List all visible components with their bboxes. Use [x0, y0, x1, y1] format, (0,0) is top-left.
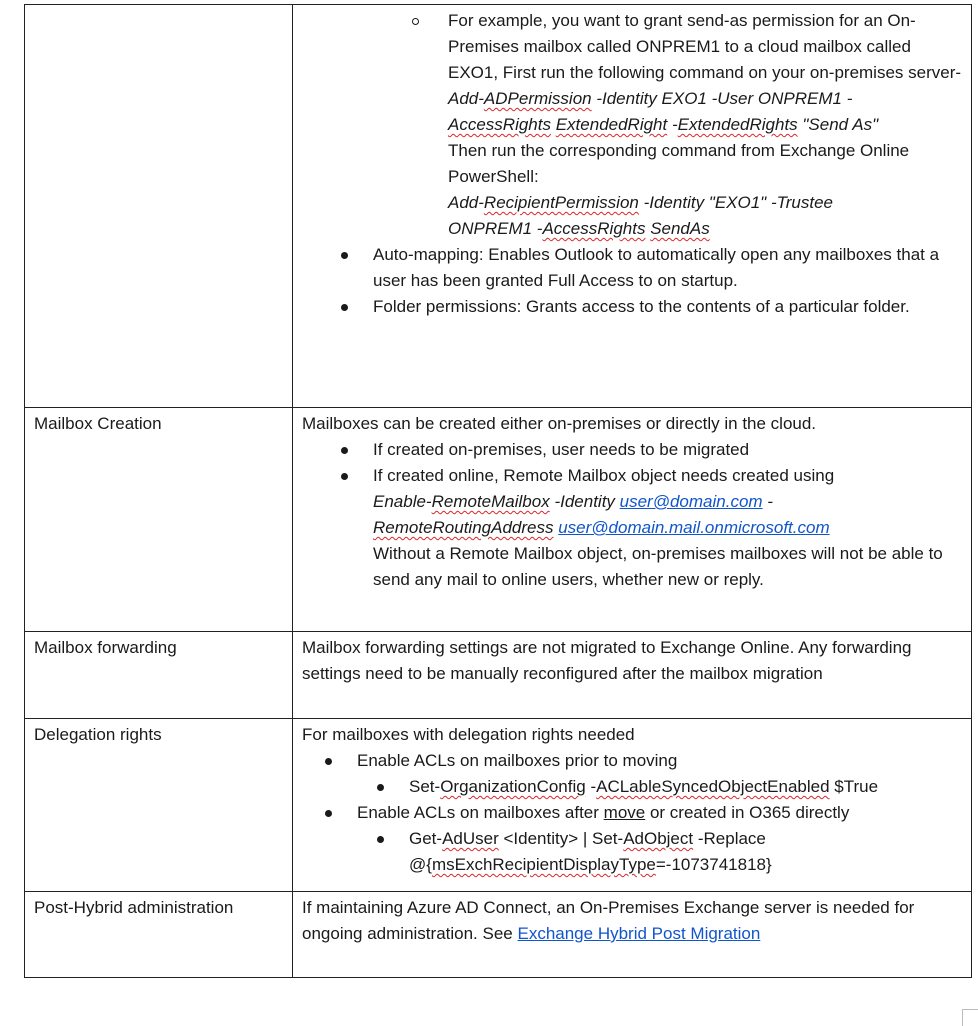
table-row	[25, 632, 972, 719]
table-row	[25, 892, 972, 978]
list-item	[357, 748, 963, 774]
delegation-intro: For mailboxes with delegation rights needed	[302, 725, 635, 744]
row-content	[293, 719, 972, 892]
row-content: Mailbox forwarding settings are not migrated to Exchange Online. Any forwarding settings need to be manually reconfigured after the mailbox migration	[293, 632, 972, 719]
sub-item-intro: For example, you want to grant send-as permission for an On-Premises mailbox called ONPREM1 to a cloud mailbox called EXO1, First run the following command on your on-premises server-	[448, 11, 962, 82]
row-label: Post-Hybrid administration	[25, 892, 293, 978]
bullet-icon	[341, 304, 348, 311]
bullet-icon	[341, 252, 348, 259]
bullet-icon	[341, 473, 348, 480]
bullet-icon	[377, 836, 384, 843]
list-item	[409, 774, 963, 800]
list-item	[357, 800, 963, 826]
bullet-icon	[325, 810, 332, 817]
row-content	[293, 892, 972, 978]
exchange-hybrid-link[interactable]: Exchange Hybrid Post Migration	[517, 924, 761, 943]
row-label: Mailbox forwarding	[25, 632, 293, 719]
row-content	[293, 408, 972, 632]
bullet-text: Enable ACLs on mailboxes prior to moving	[357, 751, 678, 770]
content-table	[24, 4, 972, 978]
auto-mapping-text: Auto-mapping: Enables Outlook to automatically open any mailboxes that a user has been granted Full Access to on startup.	[373, 245, 940, 290]
sub-list-item	[448, 8, 963, 242]
row-label	[25, 5, 293, 408]
list-item	[373, 242, 963, 294]
bullet-text	[357, 803, 849, 822]
list-item	[373, 463, 963, 593]
sub-item-then: Then run the corresponding command from Exchange Online PowerShell:	[448, 141, 910, 186]
move-link[interactable]: move	[603, 803, 646, 822]
command-add-adpermission: Add-ADPermission -Identity EXO1 -User ONPREM1 - AccessRights ExtendedRight -ExtendedRights "Send As"	[448, 89, 879, 134]
list-item	[373, 294, 963, 320]
circle-bullet-icon	[412, 18, 419, 25]
email-link[interactable]: user@domain.mail.onmicrosoft.com	[558, 518, 830, 537]
table-row	[25, 5, 972, 408]
table-row	[25, 719, 972, 892]
mailbox-creation-intro: Mailboxes can be created either on-premises or directly in the cloud.	[302, 414, 817, 433]
row-content	[293, 5, 972, 408]
bullet-icon	[341, 447, 348, 454]
bullet-text-post: or created in O365 directly	[645, 803, 850, 822]
bullet-icon	[377, 784, 384, 791]
bullet-text: If created online, Remote Mailbox object needs created using	[373, 466, 835, 485]
page-corner-marker	[962, 1009, 978, 1026]
row-label: Delegation rights	[25, 719, 293, 892]
email-link[interactable]: user@domain.com	[619, 492, 763, 511]
post-hybrid-text: If maintaining Azure AD Connect, an On-Premises Exchange server is needed for ongoing administration. See	[302, 898, 915, 943]
bullet-text: If created on-premises, user needs to be migrated	[373, 440, 750, 459]
bullet-after-text: Without a Remote Mailbox object, on-premises mailboxes will not be able to send any mail to online users, whether new or reply.	[373, 544, 943, 589]
list-item	[409, 826, 963, 878]
list-item	[373, 437, 963, 463]
command-enable-remotemailbox: Enable-RemoteMailbox -Identity user@domain.com - RemoteRoutingAddress user@domain.mail.onmicrosoft.com	[373, 492, 830, 537]
table-row	[25, 408, 972, 632]
bullet-text-pre: Enable ACLs on mailboxes after	[357, 803, 604, 822]
folder-permissions-text: Folder permissions: Grants access to the contents of a particular folder.	[373, 297, 910, 316]
row-label: Mailbox Creation	[25, 408, 293, 632]
bullet-icon	[325, 758, 332, 765]
command-add-recipientpermission: Add-RecipientPermission -Identity "EXO1" -Trustee ONPREM1 -AccessRights SendAs	[448, 193, 833, 238]
command-get-aduser: Get-AdUser <Identity> | Set-AdObject -Replace @{msExchRecipientDisplayType=-1073741818}	[409, 829, 772, 874]
command-set-organizationconfig: Set-OrganizationConfig -ACLableSyncedObjectEnabled $True	[409, 777, 879, 796]
